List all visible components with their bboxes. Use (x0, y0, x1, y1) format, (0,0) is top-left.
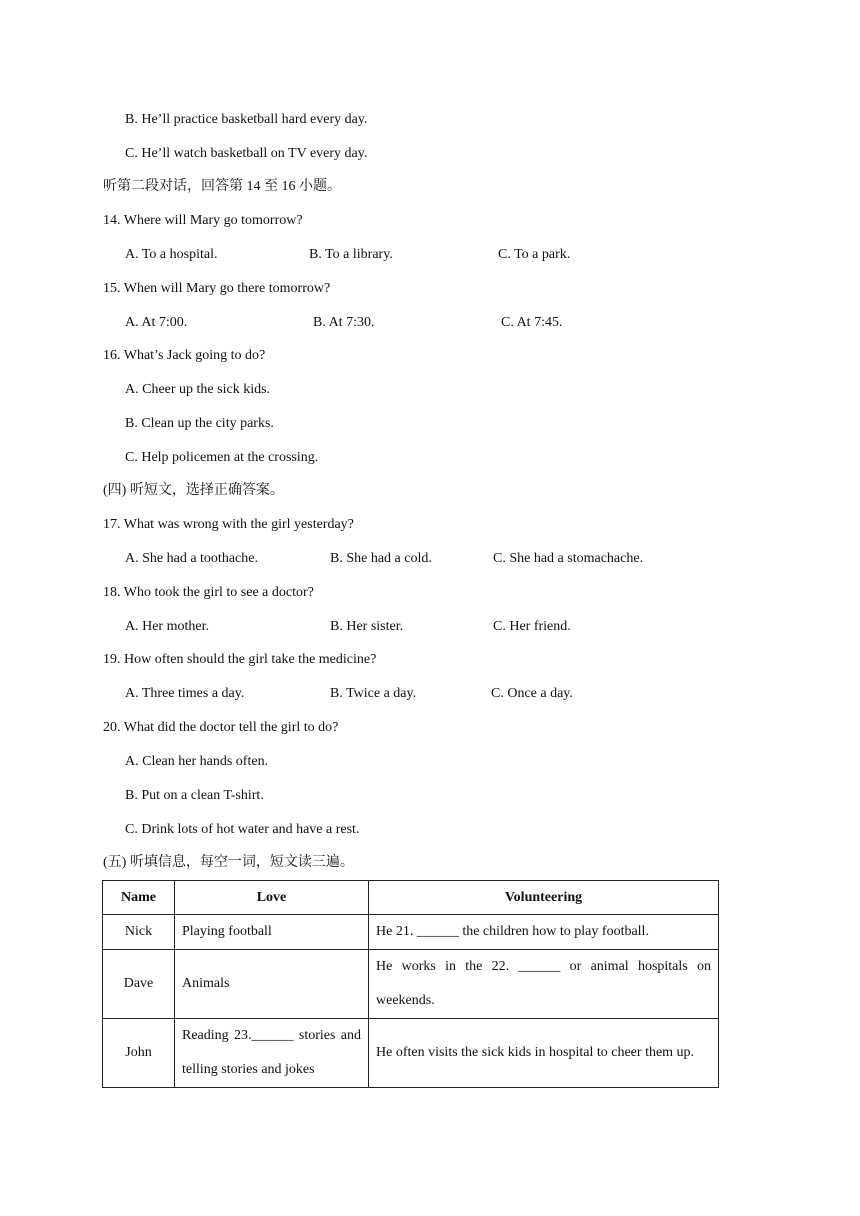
option-line: C. He’ll watch basketball on TV every day. (125, 146, 368, 161)
option-b: B. Put on a clean T-shirt. (125, 788, 264, 803)
table-row (103, 1019, 719, 1088)
table-row (103, 915, 719, 950)
option-c: C. At 7:45. (501, 315, 563, 330)
question-stem: 19. How often should the girl take the medicine? (103, 652, 377, 667)
question-stem: 15. When will Mary go there tomorrow? (103, 281, 331, 296)
option-b: B. To a library. (309, 247, 393, 262)
header-love: Love (175, 881, 369, 915)
cell-name: John (103, 1019, 175, 1088)
option-a: A. Clean her hands often. (125, 754, 269, 769)
section-title: (五) 听填信息，每空一词，短文读三遍。 (103, 855, 354, 870)
option-c: C. Help policemen at the crossing. (125, 450, 319, 465)
table-header-row (103, 881, 719, 915)
cell-volunteering: He 21. ______ the children how to play football. (369, 915, 719, 950)
question-stem: 20. What did the doctor tell the girl to do? (103, 720, 339, 735)
option-a: A. Cheer up the sick kids. (125, 382, 271, 397)
info-table (102, 880, 719, 1088)
option-b: B. Her sister. (330, 619, 404, 634)
question-stem: 14. Where will Mary go tomorrow? (103, 213, 303, 228)
question-stem: 18. Who took the girl to see a doctor? (103, 585, 314, 600)
option-b: B. At 7:30. (313, 315, 375, 330)
option-c: C. To a park. (498, 247, 571, 262)
option-b: B. She had a cold. (330, 551, 432, 566)
option-a: A. Three times a day. (125, 686, 245, 701)
section-title: (四) 听短文，选择正确答案。 (103, 483, 284, 498)
option-b: B. Twice a day. (330, 686, 417, 701)
cell-volunteering: He works in the 22. ______ or animal hospitals on weekends. (369, 950, 719, 1019)
question-stem: 16. What’s Jack going to do? (103, 348, 266, 363)
cell-name: Nick (103, 915, 175, 950)
question-stem: 17. What was wrong with the girl yesterday? (103, 517, 354, 532)
cell-love: Animals (175, 950, 369, 1019)
option-line: B. He’ll practice basketball hard every day. (125, 112, 368, 127)
option-a: A. At 7:00. (125, 315, 188, 330)
option-a: A. Her mother. (125, 619, 209, 634)
option-b: B. Clean up the city parks. (125, 416, 274, 431)
header-name: Name (103, 881, 175, 915)
option-a: A. She had a toothache. (125, 551, 258, 566)
cell-name: Dave (103, 950, 175, 1019)
cell-love: Reading 23.______ stories and telling stories and jokes (175, 1019, 369, 1088)
header-volunteering: Volunteering (369, 881, 719, 915)
option-c: C. She had a stomachache. (493, 551, 644, 566)
section-instruction: 听第二段对话，回答第 14 至 16 小题。 (103, 179, 341, 194)
option-c: C. Drink lots of hot water and have a rest. (125, 822, 360, 837)
cell-love: Playing football (175, 915, 369, 950)
option-a: A. To a hospital. (125, 247, 218, 262)
option-c: C. Once a day. (491, 686, 573, 701)
option-c: C. Her friend. (493, 619, 571, 634)
cell-volunteering: He often visits the sick kids in hospital to cheer them up. (369, 1019, 719, 1088)
table-row (103, 950, 719, 1019)
